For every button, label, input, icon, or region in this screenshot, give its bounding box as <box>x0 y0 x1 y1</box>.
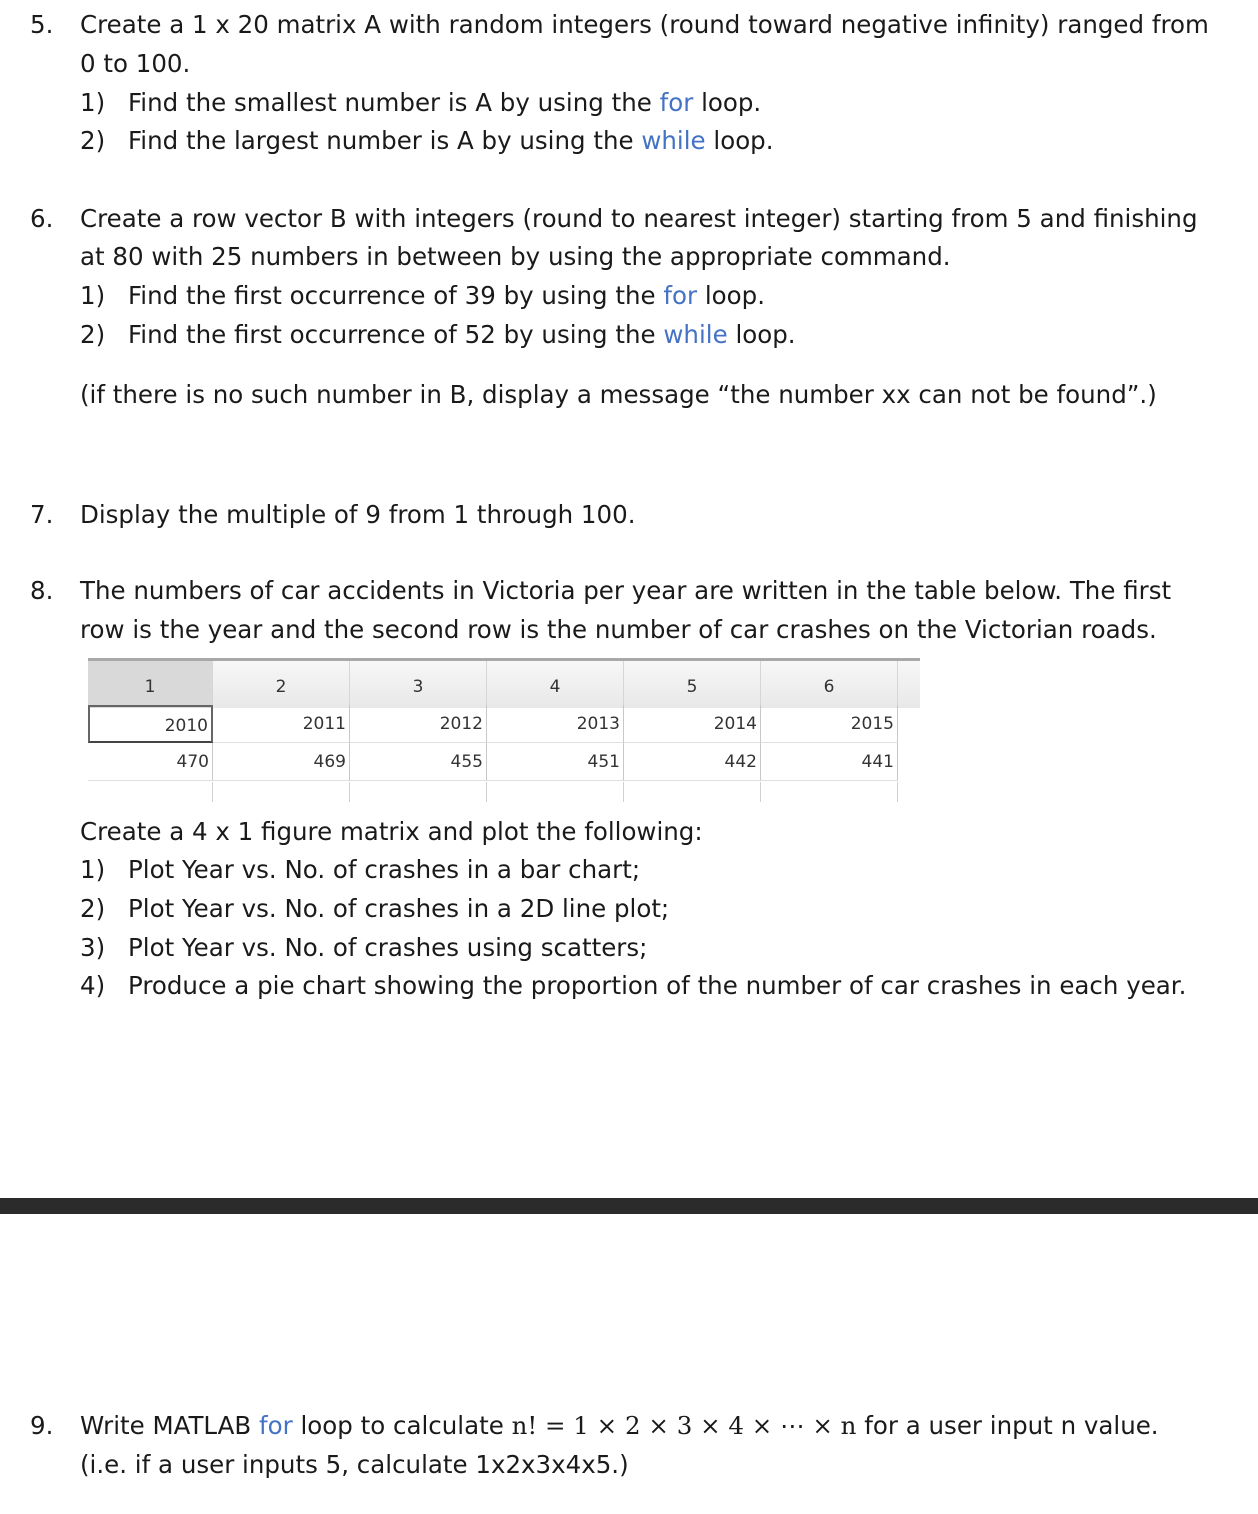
q8-intro: Create a 4 x 1 figure matrix and plot the following: <box>80 817 703 846</box>
table-cell-year[interactable]: 2013 <box>487 705 624 743</box>
keyword-while: while <box>663 320 728 349</box>
column-header[interactable]: 2 <box>213 661 350 708</box>
q5-item1: Find the smallest number is A by using the for loop. <box>128 88 762 117</box>
q8-item4: Produce a pie chart showing the proportion of the number of car crashes in each year. <box>128 971 1187 1000</box>
q9-line2: (i.e. if a user inputs 5, calculate 1x2x3x4x5.) <box>80 1450 629 1479</box>
table-cell-crashes[interactable]: 455 <box>350 743 487 781</box>
q6-number: 6. <box>30 204 54 233</box>
q8-number: 8. <box>30 576 54 605</box>
q8-line2: row is the year and the second row is the number of car crashes on the Victorian roads. <box>80 615 1157 644</box>
q6-line2: at 80 with 25 numbers in between by using the appropriate command. <box>80 242 951 271</box>
column-header[interactable]: 1 <box>88 661 213 708</box>
q8-item1-number: 1) <box>80 855 106 884</box>
keyword-while: while <box>641 126 706 155</box>
q5-line2: 0 to 100. <box>80 49 191 78</box>
grid-line <box>486 782 487 802</box>
q8-item2: Plot Year vs. No. of crashes in a 2D line plot; <box>128 894 670 923</box>
q5-line1: Create a 1 x 20 matrix A with random integers (round toward negative infinity) ranged from <box>80 10 1209 39</box>
q8-item2-number: 2) <box>80 894 106 923</box>
q8-item1: Plot Year vs. No. of crashes in a bar chart; <box>128 855 641 884</box>
table-header-row <box>88 658 920 708</box>
keyword-for: for <box>663 281 698 310</box>
keyword-for: for <box>259 1411 293 1440</box>
column-header[interactable]: 3 <box>350 661 487 708</box>
q6-note: (if there is no such number in B, display a message “the number xx can not be found”.) <box>80 380 1157 409</box>
table-cell-year[interactable]: 2011 <box>213 705 350 743</box>
q9-line1: Write MATLAB for loop to calculate n! = 1 × 2 × 3 × 4 × ⋯ × n for a user input n value. <box>80 1411 1159 1440</box>
q8-item4-number: 4) <box>80 971 106 1000</box>
table-cell-year[interactable]: 2015 <box>761 705 898 743</box>
q5-number: 5. <box>30 10 54 39</box>
table-cell-crashes[interactable]: 451 <box>487 743 624 781</box>
column-header[interactable]: 5 <box>624 661 761 708</box>
column-header[interactable]: 6 <box>761 661 898 708</box>
table-cell-crashes[interactable]: 442 <box>624 743 761 781</box>
table-cell-year[interactable]: 2010 <box>88 705 213 743</box>
q8-item3-number: 3) <box>80 933 106 962</box>
grid-line <box>623 782 624 802</box>
grid-line <box>212 782 213 802</box>
grid-line <box>760 782 761 802</box>
q7-text: Display the multiple of 9 from 1 through 100. <box>80 500 636 529</box>
q5-item2: Find the largest number is A by using the while loop. <box>128 126 774 155</box>
q8-line1: The numbers of car accidents in Victoria per year are written in the table below. The first <box>80 576 1172 605</box>
q7-number: 7. <box>30 500 54 529</box>
q6-item1-number: 1) <box>80 281 106 310</box>
q5-item1-number: 1) <box>80 88 106 117</box>
grid-line <box>897 782 898 802</box>
q8-item3: Plot Year vs. No. of crashes using scatters; <box>128 933 648 962</box>
q6-line1: Create a row vector B with integers (round to nearest integer) starting from 5 and finishing <box>80 204 1198 233</box>
factorial-formula: n! = 1 × 2 × 3 × 4 × ⋯ × n <box>511 1411 857 1440</box>
q6-item2: Find the first occurrence of 52 by using the while loop. <box>128 320 796 349</box>
grid-line <box>349 782 350 802</box>
q6-item1: Find the first occurrence of 39 by using the for loop. <box>128 281 765 310</box>
table-cell-year[interactable]: 2012 <box>350 705 487 743</box>
data-table <box>88 658 920 802</box>
q6-item2-number: 2) <box>80 320 106 349</box>
q5-item2-number: 2) <box>80 126 106 155</box>
table-cell-crashes[interactable]: 470 <box>88 743 213 781</box>
column-header[interactable]: 4 <box>487 661 624 708</box>
table-cell-year[interactable]: 2014 <box>624 705 761 743</box>
table-cell-crashes[interactable]: 441 <box>761 743 898 781</box>
table-cell-crashes[interactable]: 469 <box>213 743 350 781</box>
page-divider <box>0 1198 1258 1214</box>
q9-number: 9. <box>30 1411 54 1440</box>
keyword-for: for <box>659 88 694 117</box>
